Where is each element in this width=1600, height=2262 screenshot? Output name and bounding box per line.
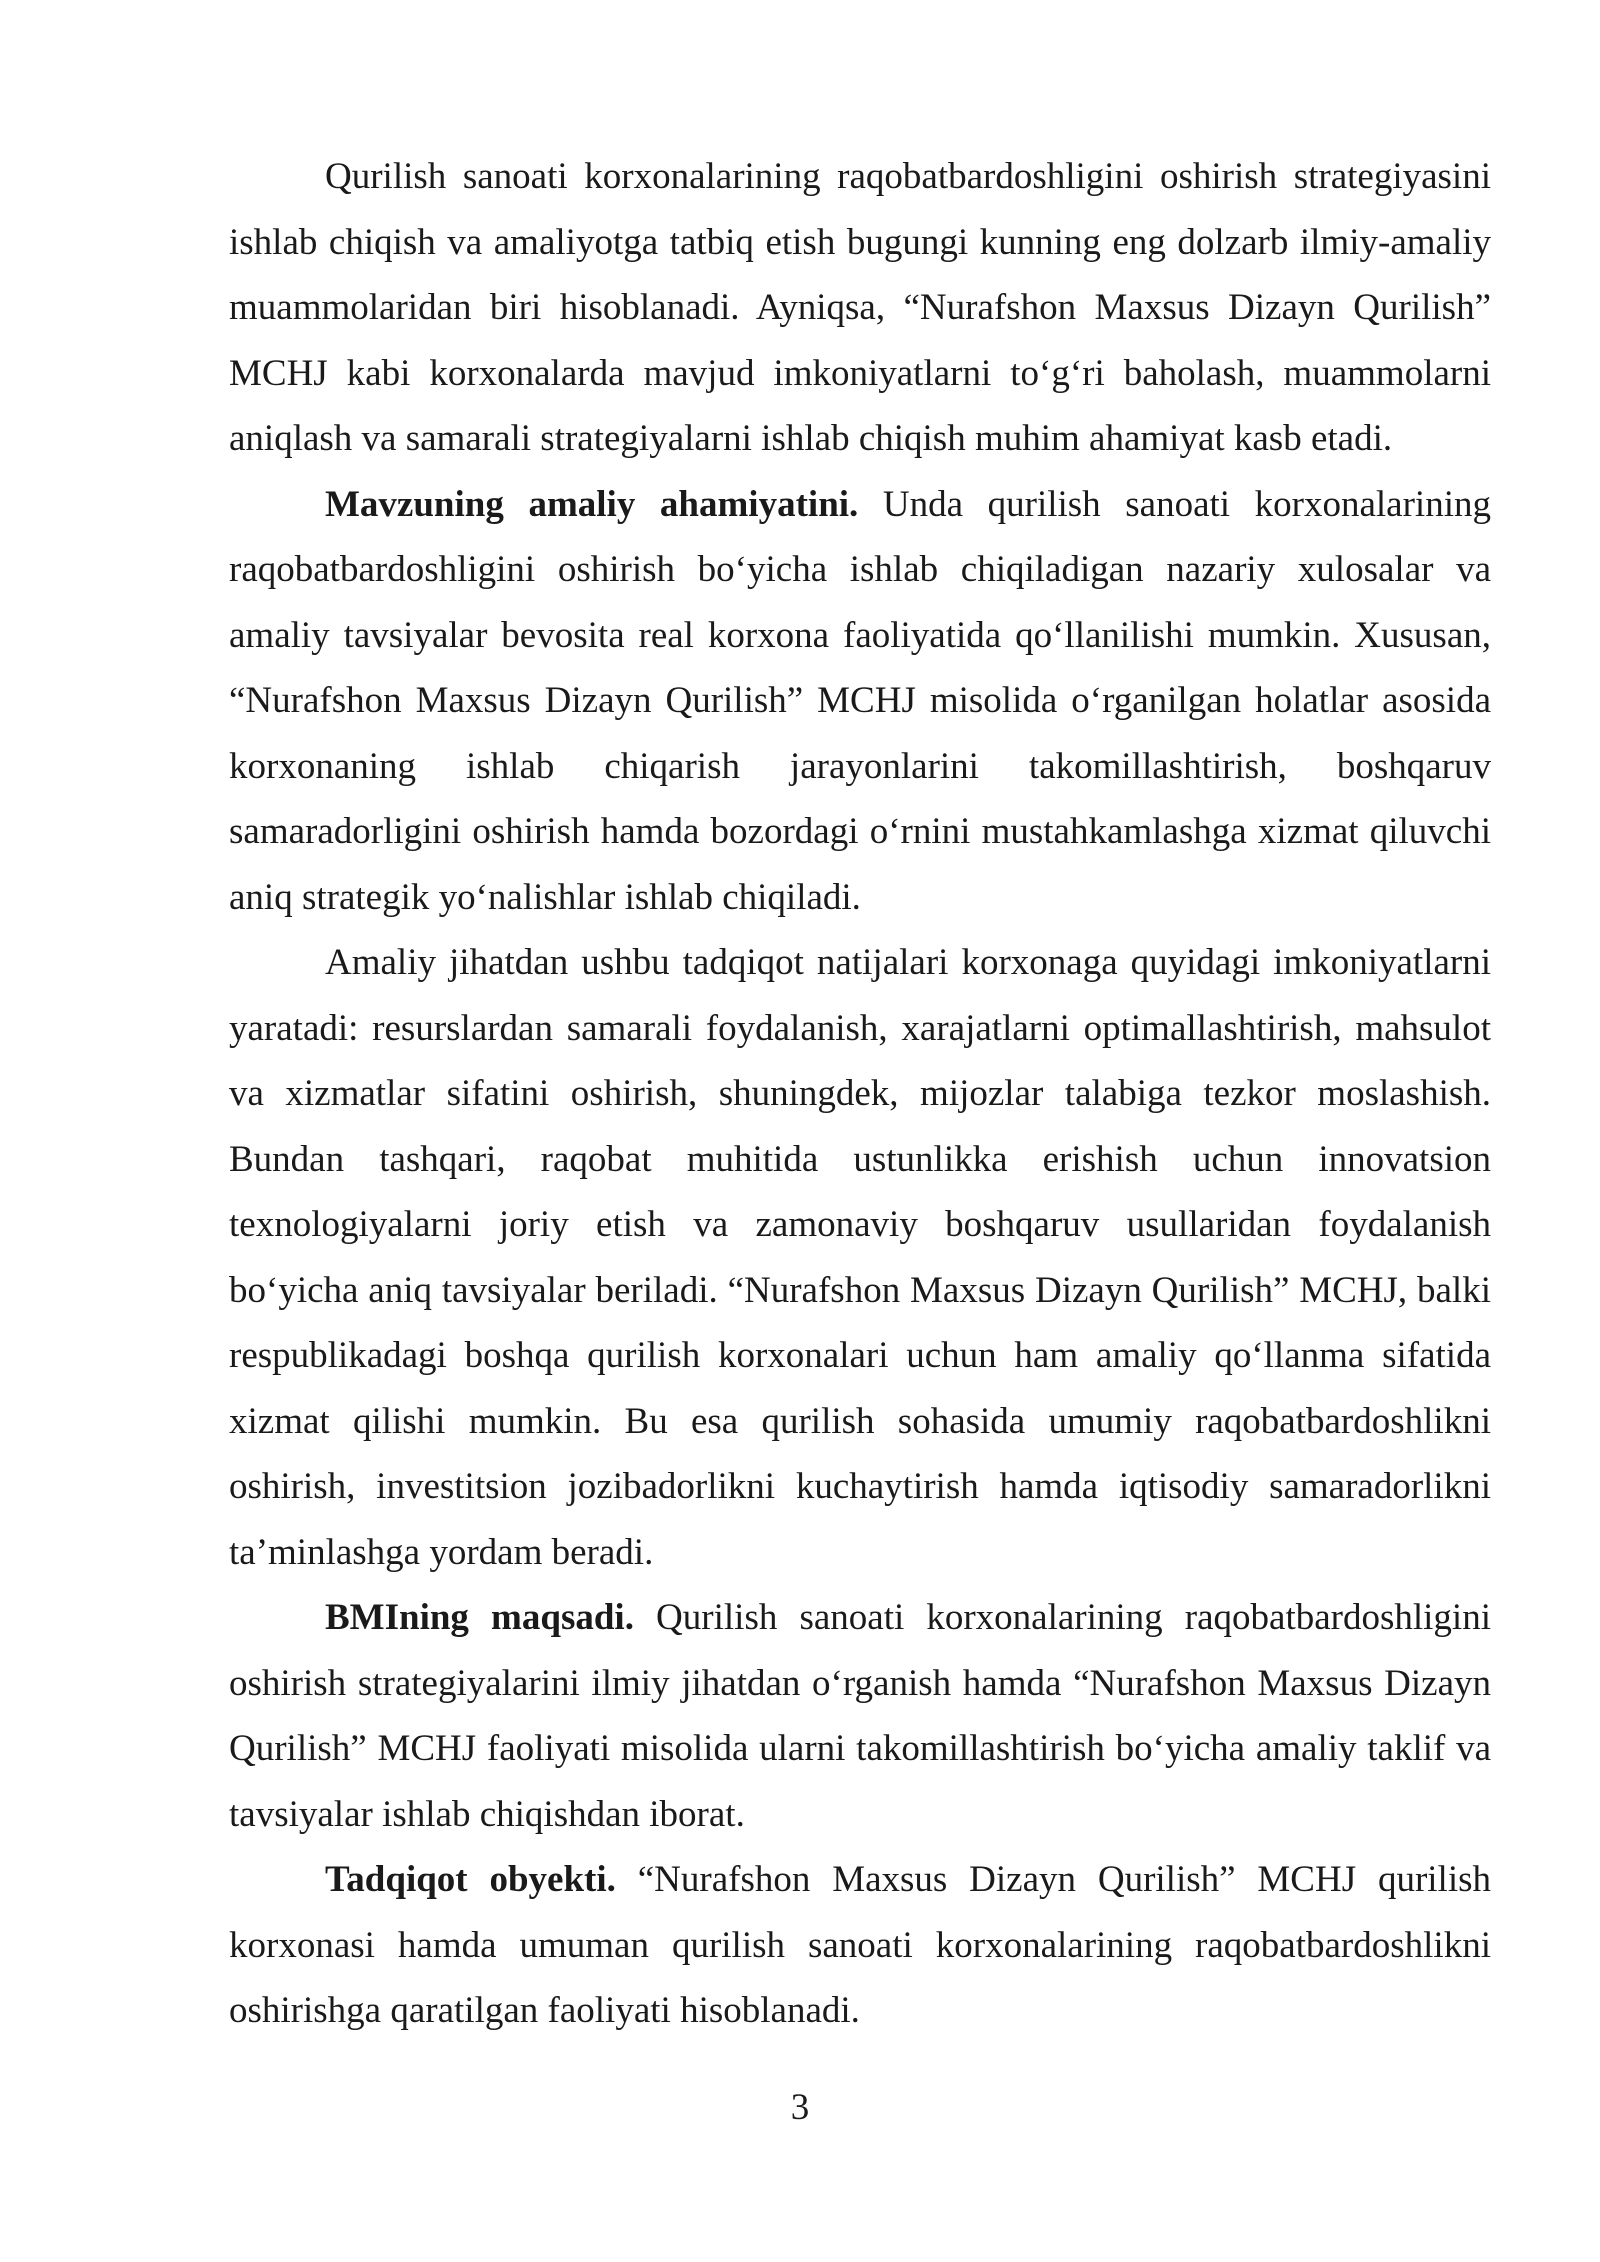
page-number: 3 <box>790 2087 810 2128</box>
paragraph-text: Amaliy jihatdan ushbu tadqiqot natijalari korxonaga quyidagi imkoniyatlarni yaratadi: resurslardan samarali foydalanish, xarajatlarni optimallashtirish, mahsulot va xizmatlar sifatini oshirish, shuningdek, mijozlar talabiga tezkor moslashish. Bundan tashqari, raqobat muhitida ustunlikka erishish uchun innovatsion texnologiyalarni joriy etish va zamonaviy boshqaruv usullaridan foydalanish bo‘yicha aniq tavsiyalar beriladi. “Nurafshon Maxsus Dizayn Qurilish” MCHJ, balki respublikadagi boshqa qurilish korxonalari uchun ham amaliy qo‘llanma sifatida xizmat qilishi mumkin. Bu esa qurilish sohasida umumiy raqobatbardoshlikni oshirish, investitsion jozibadorlikni kuchaytirish hamda iqtisodiy samaradorlikni ta’minlashga yordam beradi. <box>229 942 1491 1573</box>
paragraph-intro <box>229 144 1491 472</box>
paragraph-research-object <box>229 1847 1491 2044</box>
document-body <box>229 144 1491 2044</box>
paragraph-intro-text: Qurilish sanoati korxonalarining raqobatbardoshligini oshirish strategiyasini ishlab chiqish va amaliyotga tatbiq etish bugungi kunning eng dolzarb ilmiy-amaliy muammolaridan biri hisoblanadi. Ayniqsa, “Nurafshon Maxsus Dizayn Qurilish” MCHJ kabi korxonalarda mavjud imkoniyatlarni to‘g‘ri baholash, muammolarni aniqlash va samarali strategiyalarni ishlab chiqish muhim ahamiyat kasb etadi. <box>229 156 1491 459</box>
paragraph-heading: Mavzuning amaliy ahamiyatini. <box>325 483 859 525</box>
paragraph-text: Unda qurilish sanoati korxonalarining raqobatbardoshligini oshirish bo‘yicha ishlab chiqiladigan nazariy xulosalar va amaliy tavsiyalar bevosita real korxona faoliyatida qo‘llanilishi mumkin. Xususan, “Nurafshon Maxsus Dizayn Qurilish” MCHJ misolida o‘rganilgan holatlar asosida korxonaning ishlab chiqarish jarayonlarini takomillashtirish, boshqaruv samaradorligini oshirish hamda bozordagi o‘rnini mustahkamlashga xizmat qiluvchi aniq strategik yo‘nalishlar ishlab chiqiladi. <box>229 483 1491 918</box>
paragraph-heading: Tadqiqot obyekti. <box>325 1859 616 1900</box>
paragraph-practical-significance <box>229 472 1491 931</box>
paragraph-practical-results <box>229 930 1491 1585</box>
paragraph-text: “Nurafshon Maxsus Dizayn Qurilish” MCHJ qurilish korxonasi hamda umuman qurilish sanoati korxonalarining raqobatbardoshlikni oshirishga qaratilgan faoliyati hisoblanadi. <box>229 1859 1492 2031</box>
paragraph-text: Qurilish sanoati korxonalarining raqobatbardoshligini oshirish strategiyalarini ilmiy jihatdan o‘rganish hamda “Nurafshon Maxsus Dizayn Qurilish” MCHJ faoliyati misolida ularni takomillashtirish bo‘yicha amaliy taklif va tavsiyalar ishlab chiqishdan iborat. <box>229 1597 1491 1835</box>
paragraph-heading: BMIning maqsadi. <box>325 1597 634 1638</box>
paragraph-goal <box>229 1585 1491 1847</box>
